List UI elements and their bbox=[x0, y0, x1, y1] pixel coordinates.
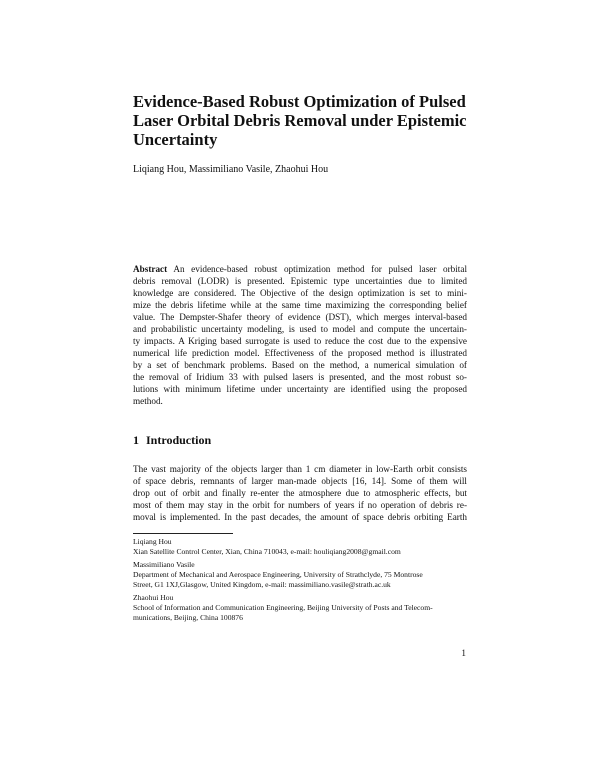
footnote-divider bbox=[133, 533, 233, 534]
author-affiliations bbox=[133, 537, 467, 626]
abstract-line: mize the debris lifetime while at the same time maximizing the corresponding belief bbox=[133, 300, 467, 310]
affiliation-address: Xian Satellite Control Center, Xian, China 710043, e-mail: houliqiang2008@gmail.com bbox=[133, 547, 401, 556]
affiliation-name: Zhaohui Hou bbox=[133, 593, 174, 602]
abstract-line: the removal of Iridium 33 with pulsed lasers is presented, and the most robust so- bbox=[133, 372, 467, 382]
body-line: moval is implemented. In the past decades, the amount of space debris orbiting Earth bbox=[133, 512, 467, 522]
abstract-line bbox=[133, 263, 467, 275]
abstract-text: An evidence-based robust optimization method for pulsed laser orbital bbox=[173, 264, 467, 274]
section-title: Introduction bbox=[146, 433, 212, 447]
abstract bbox=[133, 263, 467, 407]
body-line: of space debris, remnants of larger man-made objects [16, 14]. Some of them will bbox=[133, 476, 467, 486]
abstract-line: value. The Dempster-Shafer theory of evidence (DST), which merges interval-based bbox=[133, 312, 467, 322]
page-number: 1 bbox=[461, 648, 466, 658]
affiliation-hou-zhaohui bbox=[133, 593, 467, 623]
affiliation-hou-liqiang bbox=[133, 537, 467, 557]
abstract-line: numerical life prediction model. Effectiveness of the proposed method is illustrated bbox=[133, 348, 467, 358]
abstract-line: knowledge are considered. The Objective of the design optimization is set to mini- bbox=[133, 288, 467, 298]
title-line: Laser Orbital Debris Removal under Epistemic bbox=[133, 111, 467, 130]
section-number: 1 bbox=[133, 433, 139, 447]
affiliation-vasile bbox=[133, 560, 467, 590]
affiliation-address: Department of Mechanical and Aerospace Engineering, University of Strathclyde, 75 Montrose bbox=[133, 570, 423, 579]
author-list: Liqiang Hou, Massimiliano Vasile, Zhaohui Hou bbox=[133, 164, 329, 175]
affiliation-address: munications, Beijing, China 100876 bbox=[133, 613, 243, 622]
abstract-line: ty impacts. A Kriging based surrogate is used to reduce the cost due to the expensive bbox=[133, 336, 467, 346]
body-line: most of them may stay in the orbit for numbers of years if no operation of debris re- bbox=[133, 500, 467, 510]
title-line: Evidence-Based Robust Optimization of Pulsed bbox=[133, 92, 466, 111]
abstract-line: method. bbox=[133, 396, 163, 406]
section-heading-introduction bbox=[133, 433, 211, 447]
affiliation-address: School of Information and Communication Engineering, Beijing University of Posts and Telecom- bbox=[133, 603, 433, 612]
title-line: Uncertainty bbox=[133, 130, 218, 149]
affiliation-address: Street, G1 1XJ,Glasgow, United Kingdom, e-mail: massimiliano.vasile@strath.ac.uk bbox=[133, 580, 391, 589]
introduction-paragraph bbox=[133, 463, 467, 523]
affiliation-name: Liqiang Hou bbox=[133, 537, 172, 546]
abstract-line: lutions with minimum lifetime under uncertainty are identified using the proposed bbox=[133, 384, 467, 394]
abstract-line: by a set of benchmark problems. Based on the method, a numerical simulation of bbox=[133, 360, 467, 370]
paper-title bbox=[133, 92, 473, 149]
body-line: drop out of orbit and finally re-enter the atmosphere due to atmospheric effects, but bbox=[133, 488, 467, 498]
abstract-line: debris removal (LODR) is presented. Epistemic type uncertainties due to limited bbox=[133, 276, 467, 286]
body-line: The vast majority of the objects larger than 1 cm diameter in low-Earth orbit consists bbox=[133, 464, 467, 474]
abstract-label: Abstract bbox=[133, 264, 168, 274]
abstract-line: and probabilistic uncertainty modeling, is used to model and compute the uncertain- bbox=[133, 324, 467, 334]
affiliation-name: Massimiliano Vasile bbox=[133, 560, 195, 569]
